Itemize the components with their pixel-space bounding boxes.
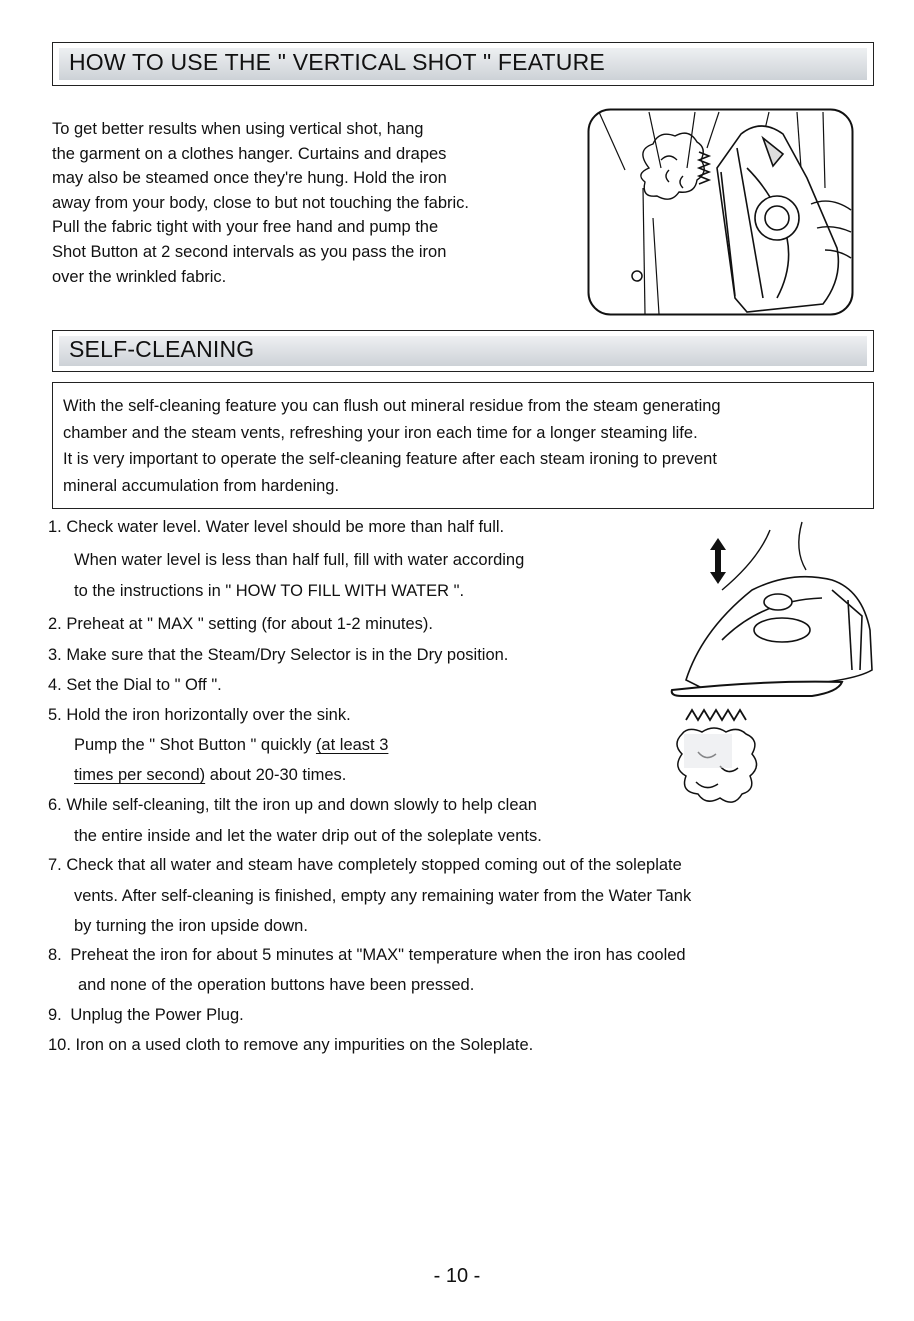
step-9-line [48, 1004, 244, 1026]
intro-line: It is very important to operate the self-cleaning feature after each steam ironing to prevent [63, 450, 717, 469]
up-down-arrow-icon [710, 538, 726, 584]
step-10-line [48, 1034, 533, 1056]
step-5-line [48, 704, 351, 726]
step-number: 7. [48, 856, 62, 874]
step-1-line [48, 516, 504, 538]
step-number: 2. [48, 615, 62, 633]
steam-shading [684, 734, 732, 768]
vertical-steam-illustration [587, 108, 854, 316]
self-cleaning-title: SELF-CLEANING [69, 336, 255, 362]
page-number: - 10 - [433, 1265, 481, 1287]
step-text: Unplug the Power Plug. [70, 1006, 244, 1024]
paragraph-line: over the wrinkled fabric. [52, 267, 227, 286]
step-number: 10. [48, 1036, 71, 1054]
step-text: While self-cleaning, tilt the iron up and down slowly to help clean [66, 796, 537, 814]
step-number: 4. [48, 676, 62, 694]
step-text: about 20-30 times. [205, 766, 347, 784]
step-text-underlined: times per second) [74, 766, 206, 784]
step-1-line: When water level is less than half full, fill with water according [74, 551, 525, 569]
step-8-line: and none of the operation buttons have been pressed. [78, 976, 475, 994]
step-6-line [48, 794, 537, 816]
step-5-line [74, 734, 388, 756]
vertical-shot-header [52, 42, 874, 86]
vertical-shot-paragraph [52, 117, 572, 289]
step-number: 8. [48, 946, 62, 964]
step-6-line: the entire inside and let the water drip out of the soleplate vents. [74, 827, 542, 845]
step-text-underlined: (at least 3 [315, 736, 389, 754]
step-text: Iron on a used cloth to remove any impurities on the Soleplate. [75, 1036, 534, 1054]
step-2-line [48, 613, 433, 635]
step-7-line [48, 854, 682, 876]
paragraph-line: Shot Button at 2 second intervals as you pass the iron [52, 242, 447, 261]
step-text: Check water level. Water level should be more than half full. [66, 518, 505, 536]
step-text: Check that all water and steam have completely stopped coming out of the soleplate [66, 856, 682, 874]
step-number: 3. [48, 646, 62, 664]
paragraph-line: the garment on a clothes hanger. Curtains and drapes [52, 144, 447, 163]
step-text: Preheat the iron for about 5 minutes at "MAX" temperature when the iron has cooled [70, 946, 686, 964]
step-5-line [74, 764, 346, 786]
self-cleaning-intro-box [52, 382, 874, 509]
step-number: 1. [48, 518, 62, 536]
paragraph-line: To get better results when using vertical shot, hang [52, 120, 424, 138]
intro-line: chamber and the steam vents, refreshing your iron each time for a longer steaming life. [63, 423, 698, 442]
self-cleaning-intro [63, 393, 868, 499]
step-1-line: to the instructions in " HOW TO FILL WITH WATER ". [74, 582, 465, 600]
paragraph-line: may also be steamed once they're hung. Hold the iron [52, 169, 447, 188]
step-text: Hold the iron horizontally over the sink. [66, 706, 351, 724]
self-cleaning-header [52, 330, 874, 372]
step-text: Pump the " Shot Button " quickly [74, 736, 316, 754]
step-7-line: by turning the iron upside down. [74, 917, 308, 935]
step-number: 9. [48, 1006, 62, 1024]
step-number: 6. [48, 796, 62, 814]
paragraph-line: Pull the fabric tight with your free hand and pump the [52, 218, 439, 237]
step-3-line [48, 644, 508, 666]
intro-line: With the self-cleaning feature you can flush out mineral residue from the steam generating [63, 397, 721, 415]
step-text: Make sure that the Steam/Dry Selector is in the Dry position. [66, 646, 509, 664]
intro-line: mineral accumulation from hardening. [63, 476, 340, 495]
step-text: Preheat at " MAX " setting (for about 1-2 minutes). [66, 615, 433, 633]
paragraph-line: away from your body, close to but not touching the fabric. [52, 193, 470, 212]
vertical-shot-title: HOW TO USE THE " VERTICAL SHOT " FEATURE [69, 49, 605, 75]
step-number: 5. [48, 706, 62, 724]
step-4-line [48, 674, 222, 696]
self-cleaning-iron-illustration [662, 520, 874, 820]
step-8-line [48, 944, 686, 966]
step-7-line: vents. After self-cleaning is finished, empty any remaining water from the Water Tank [74, 887, 692, 905]
step-text: Set the Dial to " Off ". [66, 676, 222, 694]
